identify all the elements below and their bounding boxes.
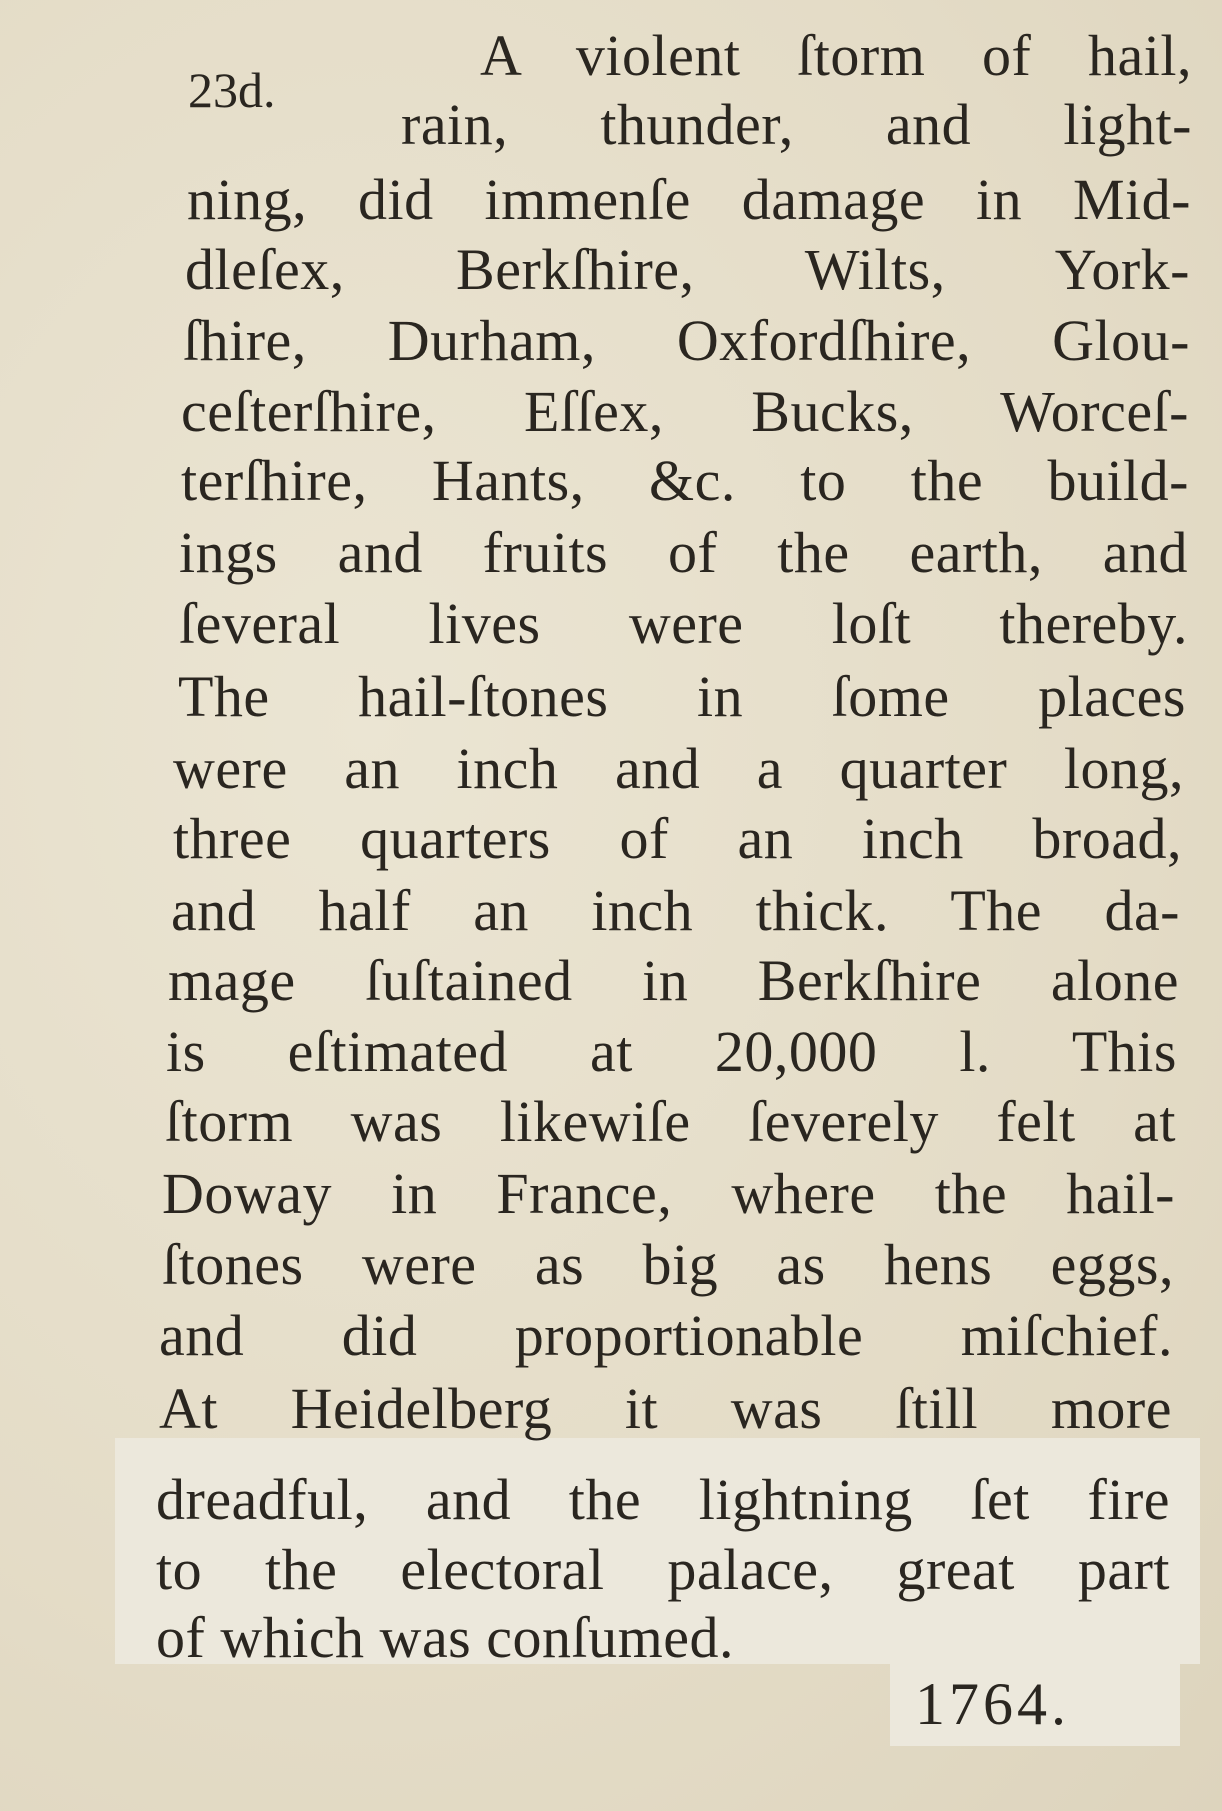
page-folio: 1764. [915,1671,1070,1737]
text-line: of which was conſumed. [156,1605,734,1670]
text-line: and did proportionable miſchief. [159,1303,1173,1368]
text-line: were an inch and a quarter long, [173,736,1184,801]
text-line: ning, did immenſe damage in Mid- [187,167,1191,232]
text-line: Doway in France, where the hail- [162,1161,1175,1226]
text-line: terſhire, Hants, &c. to the build- [181,448,1189,513]
text-line: The hail-ſtones in ſome places [178,664,1186,729]
text-line: to the electoral palace, great part [156,1537,1170,1602]
margin-date: 23d. [188,62,276,118]
text-line: and half an inch thick. The da- [171,878,1180,943]
text-line: ſhire, Durham, Oxfordſhire, Glou- [183,308,1190,373]
text-line: ceſterſhire, Eſſex, Bucks, Worceſ- [181,379,1189,444]
text-line: ſeveral lives were loſt thereby. [179,591,1188,656]
text-line: At Heidelberg it was ſtill more [159,1376,1172,1441]
text-line: is eſtimated at 20,000 l. This [166,1019,1177,1084]
text-line: three quarters of an inch broad, [173,806,1182,871]
text-line: rain, thunder, and light- [401,92,1192,157]
text-line: dreadful, and the lightning ſet fire [156,1467,1170,1532]
text-line: ings and fruits of the earth, and [179,520,1188,585]
text-line: mage ſuſtained in Berkſhire alone [168,948,1179,1013]
text-line: A violent ſtorm of hail, [480,23,1192,88]
text-line: ſtones were as big as hens eggs, [162,1232,1174,1297]
text-line: ſtorm was likewiſe ſeverely felt at [165,1089,1176,1154]
text-line: dleſex, Berkſhire, Wilts, York- [185,237,1190,302]
